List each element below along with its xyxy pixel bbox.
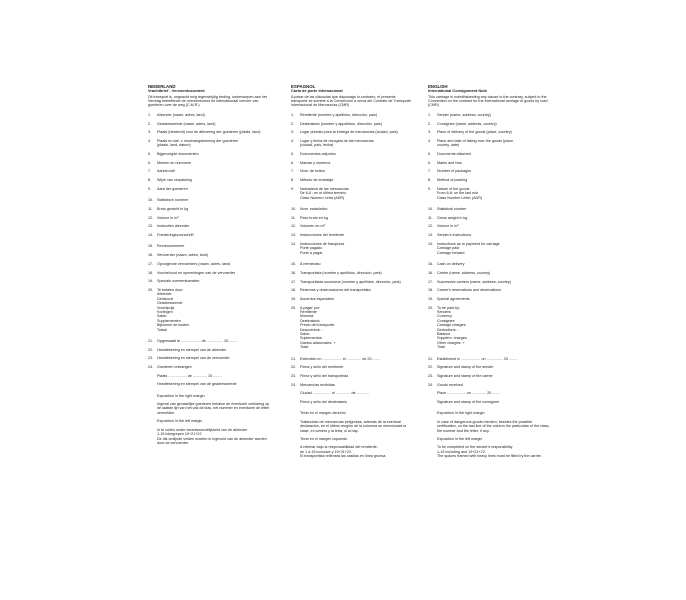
item-number: 8. — [428, 178, 432, 183]
column-spanish — [291, 84, 413, 463]
item-number: 22. — [428, 365, 434, 370]
item-label: Peso bruto en kg — [300, 215, 328, 220]
form-item — [291, 262, 413, 266]
form-item — [291, 216, 413, 220]
item-number: 21. — [291, 356, 297, 361]
item-label: Remitente (nombre y apellidos, dirección, país) — [300, 112, 378, 117]
item-label: Firma y sello del transportista — [300, 374, 349, 379]
item-label: Instructions as to payment for carriage Carriage paid Carriage forward — [437, 241, 500, 255]
form-item — [428, 365, 550, 369]
item-label: Handtekening en stempel van de afzender — [157, 347, 227, 352]
form-item — [148, 224, 270, 228]
item-number: 3. — [428, 130, 432, 135]
item-number: 24. — [148, 365, 154, 370]
item-label: Documentos adjuntos — [300, 152, 336, 157]
column-intro: This carriage is notwithstanding any clause to the contrary, subject to the Convention on the contract for the international carriage of goods by road (CMR) — [428, 94, 548, 108]
form-item — [291, 374, 413, 378]
item-label: Volumen en m³ — [300, 224, 325, 229]
item-number: 14. — [291, 241, 297, 246]
note-left-text: To be completed on the sender's responsibility 1-15 including and 19+21+22. The spaces framed with heavy lines must be filled by the carrier. — [437, 445, 542, 459]
form-item — [291, 169, 413, 173]
note-right-title: Exposition in the right margin — [437, 411, 485, 416]
item-number: 8. — [148, 178, 152, 183]
item-number: 13. — [291, 233, 297, 238]
item-number: 3. — [148, 130, 152, 135]
item-label: Firma y sello del remitente — [300, 365, 344, 370]
item-number: 7. — [148, 169, 152, 174]
item-number: 15. — [148, 244, 154, 249]
form-item — [291, 113, 413, 117]
form-item — [148, 233, 270, 237]
item-label: Geadresseerde (naam, adres, land) — [157, 121, 216, 126]
item-label: Signature and stamp of the sender — [437, 365, 494, 370]
form-item — [428, 224, 550, 228]
column-english — [428, 84, 550, 463]
note-left-title: Exposition in the left margin — [437, 436, 483, 441]
item-number: 17. — [428, 279, 434, 284]
consignee-signature-label: Firma y sello del destinatario — [300, 399, 347, 404]
form-item — [148, 113, 270, 117]
form-item — [148, 253, 270, 257]
form-item — [428, 178, 550, 182]
item-label: Carrier's reservations and observations — [437, 288, 502, 293]
item-number: 12. — [291, 224, 297, 229]
item-number: 18. — [428, 288, 434, 293]
item-label: Te betalen door: Afzender Geldsoort Geadresseerde Vrachtprijs Kortingen Saldo Supplementen Bijkomen de kosten Totaal — [157, 287, 190, 332]
item-number: 2. — [428, 121, 432, 126]
form-item — [148, 139, 270, 148]
consignee-signature-label: Handtekening en stempel van de geadresseerde — [157, 382, 237, 387]
item-label: Plaats en dat. v. inontvangstneming der goederen (plaats, land, datum) — [157, 138, 239, 148]
form-item — [291, 365, 413, 369]
item-list — [148, 113, 270, 370]
form-item — [148, 161, 270, 165]
form-item — [428, 383, 550, 387]
item-label: Remboursement — [157, 244, 185, 249]
form-item — [291, 242, 413, 255]
item-number: 22. — [291, 365, 297, 370]
form-item — [291, 280, 413, 284]
item-label: Wijze van verpakking — [157, 178, 192, 183]
item-label: Naturaleza de las mercancías De 6-8 : en el último termino Clase Número Letra (ADR) — [300, 186, 349, 200]
item-number: 4. — [148, 138, 152, 143]
note-left-title: Exposition in the left margin — [157, 419, 203, 424]
item-number: 18. — [148, 270, 154, 275]
form-item — [148, 187, 270, 191]
note-right-text: Ingeval van gevaarlijke goederen behalve de eventuele verklaring op de laatste lijn van het vak de klas, het nummer en eventueel de letter vermelden. — [157, 402, 270, 415]
item-label: Num. estadístico — [300, 207, 328, 212]
item-number: 2. — [148, 121, 152, 126]
item-label: Merken en nummers — [157, 160, 191, 165]
item-number: 5. — [291, 152, 295, 157]
item-label: Speciale overeenkomsten — [157, 279, 200, 284]
form-item — [428, 288, 550, 292]
item-number: 20. — [428, 305, 434, 310]
item-number: 4. — [291, 138, 295, 143]
item-label: Vervoerder (naam, adres, land) — [157, 253, 209, 258]
item-number: 15. — [291, 262, 297, 267]
item-label: To be paid by: Senders Currency Consignee Carriage charges: Deductions: - Balance Supplem. charges Other charges: + Total — [437, 305, 467, 350]
item-label: Reservas y observaciones del transportista — [300, 288, 371, 293]
item-label: A pagar por: Remitente Moneda Destinatario Precio del transporte: Descuentos: - Saldo Suplementos: Gastos adicionales: + Total: — [300, 305, 336, 350]
form-item — [428, 242, 550, 255]
form-item — [428, 122, 550, 126]
form-item — [291, 224, 413, 228]
item-label: Voorbehoud en opmerkingen van de vervoerder — [157, 270, 236, 275]
item-label: Gross weight in kg — [437, 215, 468, 220]
item-label: Opgemaakt te ................... de ................ 20 ........ — [157, 339, 238, 344]
item-label: Place of delivery of the goods (place, country) — [437, 130, 512, 135]
item-label: Cash on delivery — [437, 262, 465, 267]
note-right-text: Tratándose de mercancías peligrosas, además de la eventual declaración, en el último renglón de la columna se mencionará la clase, el número y la letra, si la hay. — [300, 419, 407, 433]
item-number: 11. — [148, 206, 153, 211]
form-item — [148, 216, 270, 220]
form-item — [428, 306, 550, 350]
form-item — [291, 271, 413, 275]
form-item — [148, 122, 270, 126]
item-label: Extendido en ................... el .............. de 20........ — [300, 356, 380, 361]
item-number: 19. — [291, 296, 297, 301]
item-label: Consignee (name, address, country) — [437, 121, 497, 126]
item-number: 4. — [428, 138, 432, 143]
item-number: 6. — [291, 160, 295, 165]
item-label: Aantal colli — [157, 169, 175, 174]
item-label: Number of packages — [437, 169, 472, 174]
item-number: 3. — [291, 130, 295, 135]
form-item — [148, 169, 270, 173]
item-label: Destinatario (nombre y appellidos, dirección, país) — [300, 121, 382, 126]
item-label: Transportistas sucesivos (nombre y apellidos, dirección, país) — [300, 279, 401, 284]
item-number: 24. — [428, 382, 434, 387]
item-label: Volume in m³ — [157, 215, 179, 220]
form-item — [148, 130, 270, 134]
item-label: Frankeringsvoorschrift — [157, 233, 194, 238]
form-item — [148, 356, 270, 360]
item-label: Instructies afzender — [157, 224, 190, 229]
item-label: Sender's instructions — [437, 233, 472, 238]
form-item — [148, 244, 270, 248]
item-label: Statistical number — [437, 207, 467, 212]
form-item — [291, 207, 413, 211]
form-item — [428, 233, 550, 237]
item-label: Plaats (bestemd) voor de aflevering der goederen (plaats, land) — [157, 130, 261, 135]
column-dutch — [148, 84, 270, 449]
item-number: 1. — [148, 112, 152, 117]
form-item — [428, 374, 550, 378]
item-number: 19. — [428, 296, 434, 301]
form-item — [428, 207, 550, 211]
column-subtitle: International Consignment Note — [428, 88, 488, 93]
form-item — [148, 178, 270, 182]
note-right-text: In case of dangerous goods mention, besides the possible certification, on the last line of the column the particulars of the class, the number and the letter, if any. — [437, 419, 550, 433]
item-number: 1. — [291, 112, 295, 117]
item-number: 7. — [428, 169, 432, 174]
form-item — [291, 233, 413, 237]
item-label: Nature of the goods From 6-8: on the last rule Class Number Letter (ADR) — [437, 186, 483, 200]
item-list — [291, 113, 413, 387]
item-label: Goederen ontvangen — [157, 365, 192, 370]
item-number: 16. — [148, 253, 154, 258]
form-item — [428, 113, 550, 117]
item-number: 12. — [148, 215, 154, 220]
item-number: 17. — [291, 279, 297, 284]
form-item — [291, 297, 413, 301]
item-number: 16. — [428, 270, 434, 275]
form-item — [428, 280, 550, 284]
note-left-text: A rellenar bajo la responsabilidad del remitente: de 1 a 15 inclusive y 19+21+22. El transportista rellenará las casillas en línea gruesa. — [300, 445, 387, 459]
item-label: Special agreements — [437, 296, 470, 301]
item-label: Transportista (nombre y apellidos, dirección, país) — [300, 270, 382, 275]
item-number: 8. — [291, 178, 295, 183]
item-number: 23. — [291, 374, 297, 379]
form-item — [291, 187, 413, 200]
item-number: 14. — [428, 241, 434, 246]
item-label: Statistisch nummer — [157, 198, 189, 203]
item-label: Aard der goederen — [157, 186, 188, 191]
item-number: 5. — [148, 152, 152, 157]
item-label: Lugar previsto para la entrega de mercancías (ciudad, país) — [300, 130, 398, 135]
item-label: Handtekening en stempel van de vervoerder — [157, 356, 230, 361]
item-number: 21. — [428, 356, 434, 361]
item-label: Núm. de bultos — [300, 169, 325, 174]
item-number: 2. — [291, 121, 295, 126]
item-number: 17. — [148, 261, 154, 266]
form-item — [148, 198, 270, 202]
form-item — [148, 152, 270, 156]
item-label: Marcas y números — [300, 160, 331, 165]
item-number: 9. — [428, 186, 432, 191]
item-label: Afzender (naam, adres, land) — [157, 112, 205, 117]
form-item — [291, 139, 413, 148]
form-item — [428, 161, 550, 165]
item-number: 9. — [291, 186, 295, 191]
form-item — [148, 365, 270, 369]
item-label: Método de embalaje — [300, 178, 334, 183]
form-item — [428, 139, 550, 148]
item-number: 23. — [428, 374, 434, 379]
place-line: Plaats .................. de .............. 20 ........ — [157, 373, 222, 378]
form-item — [148, 288, 270, 332]
column-intro: A pesar de las cláusulas que disponagn lo contrario, el presente transporte se somete a la Convención a cerca del Contrato de Transporte Internacional de Mercancías (CMR) — [291, 94, 412, 108]
item-number: 1. — [428, 112, 432, 117]
item-label: A reembolso — [300, 262, 321, 267]
item-label: Mercancías recibidas — [300, 382, 335, 387]
column-title: NEDERLAND — [148, 84, 176, 89]
form-item — [148, 207, 270, 211]
item-label: Lugar y fecha de recogida de las mercancías (ciudad, país, fecha) — [300, 138, 374, 148]
column-subtitle: Vrachtbrief - Vervoerdocument — [148, 88, 205, 93]
item-number: 15. — [428, 262, 434, 267]
item-label: Method of packing — [437, 178, 468, 183]
consignee-signature-label: Signature and stamp of the consignee — [437, 399, 500, 404]
item-number: 20. — [291, 305, 297, 310]
form-item — [291, 122, 413, 126]
form-item — [428, 262, 550, 266]
note-right-title: Exposition in the right margin — [157, 393, 205, 398]
item-number: 5. — [428, 152, 432, 157]
place-line: Ciudad .................. el .............. de ............ — [300, 391, 369, 396]
form-item — [291, 383, 413, 387]
item-number: 21. — [148, 339, 154, 344]
item-number: 10. — [148, 198, 154, 203]
form-item — [428, 216, 550, 220]
item-number: 16. — [291, 270, 297, 275]
column-title: ENGLISH — [428, 84, 448, 89]
item-number: 6. — [148, 160, 152, 165]
form-item — [148, 339, 270, 343]
form-item — [148, 279, 270, 283]
column-subtitle: Carta de porte internacional — [291, 88, 343, 93]
column-intro: Dit transport is, ongeacht enig tegenstrijdig beding, onderworpen aan het Verdrag betreffende de overeenkomst tot internationaal vervoer van goederen over de weg (C.M.R.) — [148, 94, 267, 108]
note-left-title: Texto en el margen izquierdo — [300, 436, 348, 441]
form-item — [291, 152, 413, 156]
form-item — [428, 169, 550, 173]
form-item — [291, 306, 413, 350]
item-label: Signature and stamp of the carrier — [437, 374, 493, 379]
item-label: Bijgevoegde documenten — [157, 152, 199, 157]
item-label: Volume in m³ — [437, 224, 459, 229]
form-item — [291, 288, 413, 292]
item-label: Carrier (name, address, country) — [437, 270, 491, 275]
form-item — [428, 130, 550, 134]
note-right-title: Texto en el margen derecho — [300, 411, 346, 416]
item-label: Marks and Nos — [437, 160, 462, 165]
place-line: Place .................. on .............. 20 ........ — [437, 391, 501, 396]
item-label: Instrucciones de franqueza Porte pagado Porte a pagar — [300, 241, 345, 255]
form-item — [291, 178, 413, 182]
form-item — [148, 348, 270, 352]
item-number: 10. — [291, 207, 297, 212]
form-item — [428, 152, 550, 156]
form-item — [291, 130, 413, 134]
form-item — [428, 357, 550, 361]
item-number: 14. — [148, 233, 154, 238]
item-number: 7. — [291, 169, 295, 174]
form-item — [428, 187, 550, 200]
item-number: 20. — [148, 287, 154, 292]
item-label: Sender (name, address, country) — [437, 112, 491, 117]
item-number: 23. — [148, 356, 154, 361]
item-number: 19. — [148, 279, 154, 284]
form-item — [148, 271, 270, 275]
item-label: Place and date of taking over the goods (place, country, date) — [437, 138, 515, 148]
item-number: 11. — [291, 215, 296, 220]
item-label: Established in ................... on ................ 20 ........ — [437, 356, 518, 361]
item-number: 22. — [148, 347, 154, 352]
form-item — [428, 297, 550, 301]
item-label: Successive carriers (name, address, country) — [437, 279, 511, 284]
form-item — [148, 262, 270, 266]
form-item — [428, 271, 550, 275]
item-number: 24. — [291, 382, 297, 387]
item-number: 9. — [148, 186, 152, 191]
item-number: 6. — [428, 160, 432, 165]
item-number: 11. — [428, 215, 433, 220]
item-label: Goods received — [437, 382, 463, 387]
item-number: 13. — [428, 233, 434, 238]
item-label: Documents attached — [437, 152, 471, 157]
item-number: 10. — [428, 207, 434, 212]
form-item — [291, 357, 413, 361]
item-number: 12. — [428, 224, 434, 229]
form-item — [291, 161, 413, 165]
item-label: Opvolgende vervoerders (naam, adres, land) — [157, 261, 231, 266]
item-label: Bruto gewicht in kg — [157, 206, 189, 211]
item-number: 13. — [148, 224, 154, 229]
item-list — [428, 113, 550, 387]
column-title: ESPAGNOL — [291, 84, 316, 89]
item-number: 18. — [291, 288, 297, 293]
note-left-text: In te vullen onder verantwoordelijkheid van de afzender 1-15 inbegrepen 19+21+22 De dik omlijnde velden moeten in ingevuld van de afzender worden door de vervoerder. — [157, 427, 267, 445]
item-label: Instrucciones del remitente — [300, 233, 345, 238]
item-label: Acuerdos especiales — [300, 296, 335, 301]
